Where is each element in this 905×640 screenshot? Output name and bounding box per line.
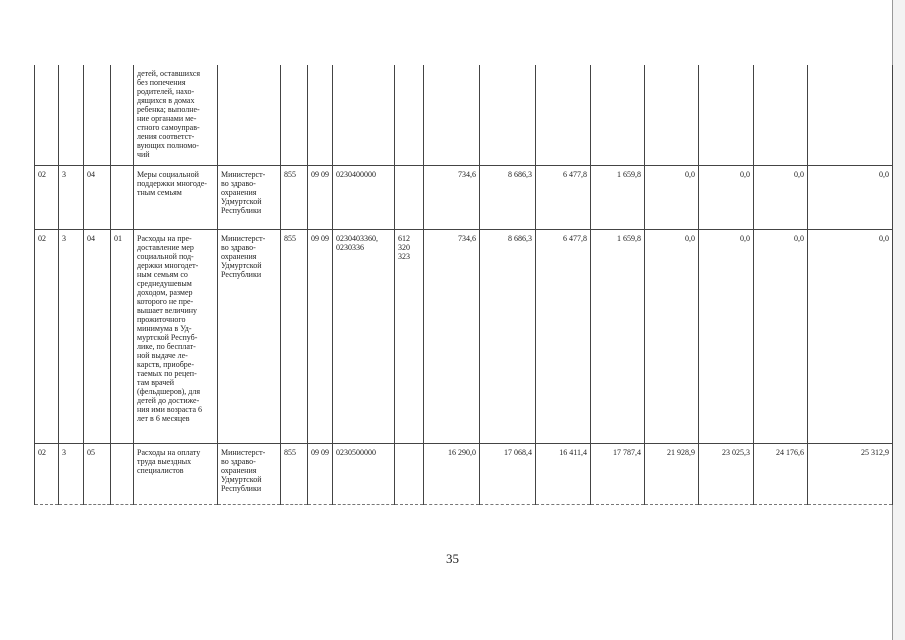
- amount-cell: 24 176,6: [754, 444, 808, 505]
- amount-cell: [591, 65, 645, 166]
- target-article-code: 0230400000: [333, 166, 395, 230]
- description-line: стного самоуправ-: [137, 123, 200, 132]
- program-code: 02: [35, 230, 59, 444]
- description-line: среднедушевым: [137, 279, 192, 288]
- table-row: [35, 65, 893, 166]
- amount-cell: 0,0: [645, 166, 699, 230]
- description-line: Расходы на пре-: [137, 234, 192, 243]
- amount-cell: 8 686,3: [480, 166, 536, 230]
- main-activity-code: 04: [84, 166, 111, 230]
- executor-line: Министерст-: [221, 170, 266, 179]
- expense-type-code: [395, 166, 424, 230]
- page-number: 35: [446, 551, 459, 566]
- executor-cell: [218, 166, 281, 230]
- description-line: муртской Респуб-: [137, 333, 198, 342]
- amount-cell: 16 411,4: [536, 444, 591, 505]
- description-line: Расходы на оплату: [137, 448, 201, 457]
- table-row: [35, 166, 893, 230]
- table-row: [35, 230, 893, 444]
- target-article-code: [333, 65, 395, 166]
- executor-line: Министерст-: [221, 234, 266, 243]
- description-line: чий: [137, 150, 150, 159]
- amount-cell: 0,0: [808, 230, 893, 444]
- description-line: тным семьям: [137, 188, 182, 197]
- amount-cell: 21 928,9: [645, 444, 699, 505]
- subprogram-code: 3: [59, 166, 84, 230]
- amount-cell: 16 290,0: [424, 444, 480, 505]
- target-article-code: 0230500000: [333, 444, 395, 505]
- amount-cell: 0,0: [699, 166, 754, 230]
- executor-cell: [218, 65, 281, 166]
- executor-line: Министерст-: [221, 448, 266, 457]
- grbs-code: [281, 65, 308, 166]
- amount-cell: [480, 65, 536, 166]
- description-line: ния ими возраста 6: [137, 405, 202, 414]
- grbs-code: 855: [281, 166, 308, 230]
- main-activity-code: 04: [84, 230, 111, 444]
- amount-cell: 25 312,9: [808, 444, 893, 505]
- description-line: держки многодет-: [137, 261, 199, 270]
- subprogram-code: 3: [59, 444, 84, 505]
- description-line: детей, оставшихся: [137, 69, 201, 78]
- amount-cell: 1 659,8: [591, 166, 645, 230]
- executor-line: охранения: [221, 466, 257, 475]
- description-line: детей до достиже-: [137, 396, 200, 405]
- description-line: карств, приобре-: [137, 360, 194, 369]
- amount-cell: 1 659,8: [591, 230, 645, 444]
- description-line: специалистов: [137, 466, 184, 475]
- section-code: 09 09: [308, 230, 333, 444]
- activity-code: 01: [111, 230, 134, 444]
- description-line: (фельдшеров), для: [137, 387, 201, 396]
- program-code: 02: [35, 166, 59, 230]
- executor-line: Республики: [221, 484, 262, 493]
- expense-type-code: 612 320 323: [395, 230, 424, 444]
- amount-cell: [645, 65, 699, 166]
- amount-cell: 17 787,4: [591, 444, 645, 505]
- grbs-code: 855: [281, 444, 308, 505]
- expense-type-code: [395, 444, 424, 505]
- description-line: доставление мер: [137, 243, 194, 252]
- main-activity-code: [84, 65, 111, 166]
- amount-cell: 0,0: [645, 230, 699, 444]
- description-line: минимума в Уд-: [137, 324, 192, 333]
- grbs-code: 855: [281, 230, 308, 444]
- subprogram-code: [59, 65, 84, 166]
- amount-cell: 6 477,8: [536, 230, 591, 444]
- description-line: лет в 6 месяцев: [137, 414, 190, 423]
- amount-cell: 0,0: [754, 166, 808, 230]
- description-line: социальной под-: [137, 252, 194, 261]
- amount-cell: 23 025,3: [699, 444, 754, 505]
- description-line: дящихся в домах: [137, 96, 195, 105]
- expense-type-code: [395, 65, 424, 166]
- amount-cell: 0,0: [754, 230, 808, 444]
- amount-cell: [754, 65, 808, 166]
- description-line: без попечения: [137, 78, 186, 87]
- description-line: ным семьям со: [137, 270, 188, 279]
- program-code: [35, 65, 59, 166]
- amount-cell: [424, 65, 480, 166]
- description-line: доходом, размер: [137, 288, 193, 297]
- amount-cell: 8 686,3: [480, 230, 536, 444]
- description-cell: [134, 65, 218, 166]
- amount-cell: 17 068,4: [480, 444, 536, 505]
- budget-table: [34, 65, 893, 505]
- executor-line: во здраво-: [221, 179, 256, 188]
- executor-line: Удмуртской: [221, 197, 262, 206]
- subprogram-code: 3: [59, 230, 84, 444]
- amount-cell: [808, 65, 893, 166]
- description-line: ления соответст-: [137, 132, 195, 141]
- description-line: поддержки многоде-: [137, 179, 207, 188]
- description-line: которого не пре-: [137, 297, 194, 306]
- amount-cell: 734,6: [424, 230, 480, 444]
- executor-cell: [218, 230, 281, 444]
- amount-cell: [536, 65, 591, 166]
- activity-code: [111, 166, 134, 230]
- amount-cell: 6 477,8: [536, 166, 591, 230]
- description-cell: [134, 444, 218, 505]
- executor-line: во здраво-: [221, 243, 256, 252]
- description-line: ребенка; выполне-: [137, 105, 200, 114]
- section-code: [308, 65, 333, 166]
- description-line: труда выездных: [137, 457, 192, 466]
- description-cell: [134, 230, 218, 444]
- executor-line: Удмуртской: [221, 261, 262, 270]
- executor-line: во здраво-: [221, 457, 256, 466]
- table-row: [35, 444, 893, 505]
- executor-line: охранения: [221, 188, 257, 197]
- section-code: 09 09: [308, 166, 333, 230]
- amount-cell: 0,0: [808, 166, 893, 230]
- description-line: родителей, нахо-: [137, 87, 195, 96]
- amount-cell: 0,0: [699, 230, 754, 444]
- executor-line: Республики: [221, 270, 262, 279]
- main-activity-code: 05: [84, 444, 111, 505]
- description-line: Меры социальной: [137, 170, 199, 179]
- description-line: прожиточного: [137, 315, 186, 324]
- executor-line: охранения: [221, 252, 257, 261]
- description-line: таемых по рецеп-: [137, 369, 197, 378]
- program-code: 02: [35, 444, 59, 505]
- description-line: вышает величину: [137, 306, 198, 315]
- amount-cell: 734,6: [424, 166, 480, 230]
- description-line: ной выдаче ле-: [137, 351, 188, 360]
- executor-line: Удмуртской: [221, 475, 262, 484]
- description-cell: [134, 166, 218, 230]
- description-line: ние органами ме-: [137, 114, 197, 123]
- page-edge: [892, 0, 905, 640]
- description-line: вующих полномо-: [137, 141, 199, 150]
- description-line: там врачей: [137, 378, 175, 387]
- amount-cell: [699, 65, 754, 166]
- target-article-code: 0230403360, 0230336: [333, 230, 395, 444]
- section-code: 09 09: [308, 444, 333, 505]
- activity-code: [111, 444, 134, 505]
- executor-cell: [218, 444, 281, 505]
- description-line: лике, по бесплат-: [137, 342, 196, 351]
- activity-code: [111, 65, 134, 166]
- executor-line: Республики: [221, 206, 262, 215]
